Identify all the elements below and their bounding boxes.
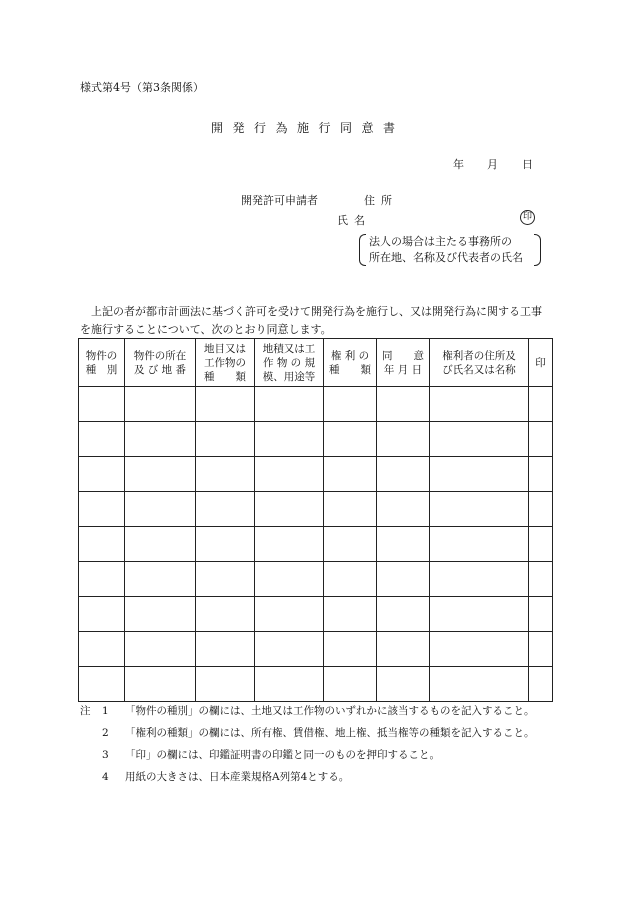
table-cell <box>430 667 529 702</box>
bracket-left <box>359 234 366 266</box>
table-cell <box>255 667 324 702</box>
table-row <box>79 632 553 667</box>
table-cell <box>430 527 529 562</box>
table-cell <box>430 422 529 457</box>
table-cell <box>79 387 125 422</box>
note-text: 「権利の種類」の欄には、所有権、賃借権、地上権、抵当権等の種類を記入すること。 <box>125 727 535 739</box>
table-cell <box>430 492 529 527</box>
table-cell <box>255 562 324 597</box>
table-cell <box>79 562 125 597</box>
table-cell <box>79 632 125 667</box>
table-cell <box>79 422 125 457</box>
table-cell <box>324 632 377 667</box>
table-cell <box>529 387 553 422</box>
table-cell <box>196 492 255 527</box>
table-cell <box>125 457 196 492</box>
table-cell <box>324 667 377 702</box>
table-cell <box>324 562 377 597</box>
table-cell <box>377 632 430 667</box>
date-day-label: 日 <box>522 158 533 171</box>
table-cell <box>255 597 324 632</box>
table-cell <box>529 597 553 632</box>
table-row <box>79 562 553 597</box>
table-cell <box>125 632 196 667</box>
table-cell <box>529 527 553 562</box>
table-body <box>79 387 553 702</box>
table-cell <box>196 667 255 702</box>
header-right-holder: 権利者の住所及 び氏名又は名称 <box>430 339 529 387</box>
table-cell <box>430 597 529 632</box>
table-cell <box>377 667 430 702</box>
table-cell <box>529 457 553 492</box>
table-cell <box>196 527 255 562</box>
table-cell <box>255 632 324 667</box>
table-cell <box>324 492 377 527</box>
applicant-label: 開発許可申請者 <box>241 194 318 207</box>
table-cell <box>255 492 324 527</box>
table-row <box>79 667 553 702</box>
table-cell <box>125 597 196 632</box>
table-cell <box>430 387 529 422</box>
note-number: 1 <box>102 705 109 717</box>
form-number: 様式第4号（第3条関係） <box>80 81 204 94</box>
table-cell <box>324 597 377 632</box>
table-cell <box>430 632 529 667</box>
table-cell <box>196 457 255 492</box>
header-object-type: 物件の 種 別 <box>79 339 125 387</box>
header-consent-date: 同 意 年 月 日 <box>377 339 430 387</box>
date-year-label: 年 <box>453 158 464 171</box>
table-cell <box>377 527 430 562</box>
note-number: 4 <box>102 771 109 783</box>
corporate-note <box>369 234 523 266</box>
table-cell <box>196 387 255 422</box>
table-cell <box>196 422 255 457</box>
note-text: 用紙の大きさは、日本産業規格A列第4とする。 <box>125 771 350 783</box>
table-row <box>79 422 553 457</box>
corporate-note-line-2: 所在地、名称及び代表者の氏名 <box>369 251 523 264</box>
table-header-row <box>79 339 553 387</box>
table-cell <box>79 527 125 562</box>
table-cell <box>529 492 553 527</box>
table-cell <box>529 632 553 667</box>
table-cell <box>324 422 377 457</box>
table-row <box>79 492 553 527</box>
date-month-label: 月 <box>487 158 498 171</box>
table-cell <box>377 422 430 457</box>
table-cell <box>377 562 430 597</box>
notes-section <box>80 702 550 790</box>
table-cell <box>125 527 196 562</box>
intro-paragraph <box>80 303 550 339</box>
table-cell <box>125 492 196 527</box>
table-cell <box>529 667 553 702</box>
note-text: 「印」の欄には、印鑑証明書の印鑑と同一のものを押印すること。 <box>125 749 440 761</box>
note-item <box>80 724 550 742</box>
header-land-category: 地目又は 工作物の 種 類 <box>196 339 255 387</box>
note-item <box>80 702 550 720</box>
table-cell <box>196 562 255 597</box>
table-cell <box>255 527 324 562</box>
note-text: 「物件の種別」の欄には、土地又は工作物のいずれかに該当するものを記入すること。 <box>125 705 535 717</box>
table-cell <box>377 492 430 527</box>
header-location: 物件の所在 及 び 地 番 <box>125 339 196 387</box>
table-cell <box>125 387 196 422</box>
corporate-note-line-1: 法人の場合は主たる事務所の <box>369 235 512 248</box>
table-cell <box>377 387 430 422</box>
table-cell <box>324 457 377 492</box>
table-cell <box>529 422 553 457</box>
note-item <box>80 768 550 786</box>
table-cell <box>125 667 196 702</box>
table-cell <box>255 422 324 457</box>
table-row <box>79 527 553 562</box>
table-cell <box>430 457 529 492</box>
table-row <box>79 457 553 492</box>
table-cell <box>430 562 529 597</box>
table-cell <box>255 457 324 492</box>
header-area-scale: 地積又は工 作 物 の 規 模、用途等 <box>255 339 324 387</box>
header-right-type: 権 利 の 種 類 <box>324 339 377 387</box>
name-label: 氏名 <box>337 214 371 227</box>
table-cell <box>324 387 377 422</box>
table-cell <box>196 632 255 667</box>
table-cell <box>255 387 324 422</box>
table-cell <box>377 457 430 492</box>
table-row <box>79 387 553 422</box>
note-item <box>80 746 550 764</box>
bracket-right <box>534 234 541 266</box>
notes-prefix: 注 <box>80 705 91 717</box>
address-label: 住所 <box>364 194 398 207</box>
table-cell <box>529 562 553 597</box>
header-seal: 印 <box>529 339 553 387</box>
consent-table <box>78 338 553 702</box>
table-cell <box>125 562 196 597</box>
table-cell <box>79 457 125 492</box>
table-cell <box>79 597 125 632</box>
note-number: 3 <box>102 749 109 761</box>
seal-mark: 印 <box>520 210 535 225</box>
document-title: 開発行為施行同意書 <box>211 121 405 135</box>
table-cell <box>79 492 125 527</box>
table-cell <box>79 667 125 702</box>
note-number: 2 <box>102 727 109 739</box>
table-cell <box>324 527 377 562</box>
table-cell <box>196 597 255 632</box>
intro-text: 上記の者が都市計画法に基づく許可を受けて開発行為を施行し、又は開発行為に関する工事を施行することについて、次のとおり同意します。 <box>80 305 542 336</box>
table-cell <box>377 597 430 632</box>
table-cell <box>125 422 196 457</box>
table-row <box>79 597 553 632</box>
